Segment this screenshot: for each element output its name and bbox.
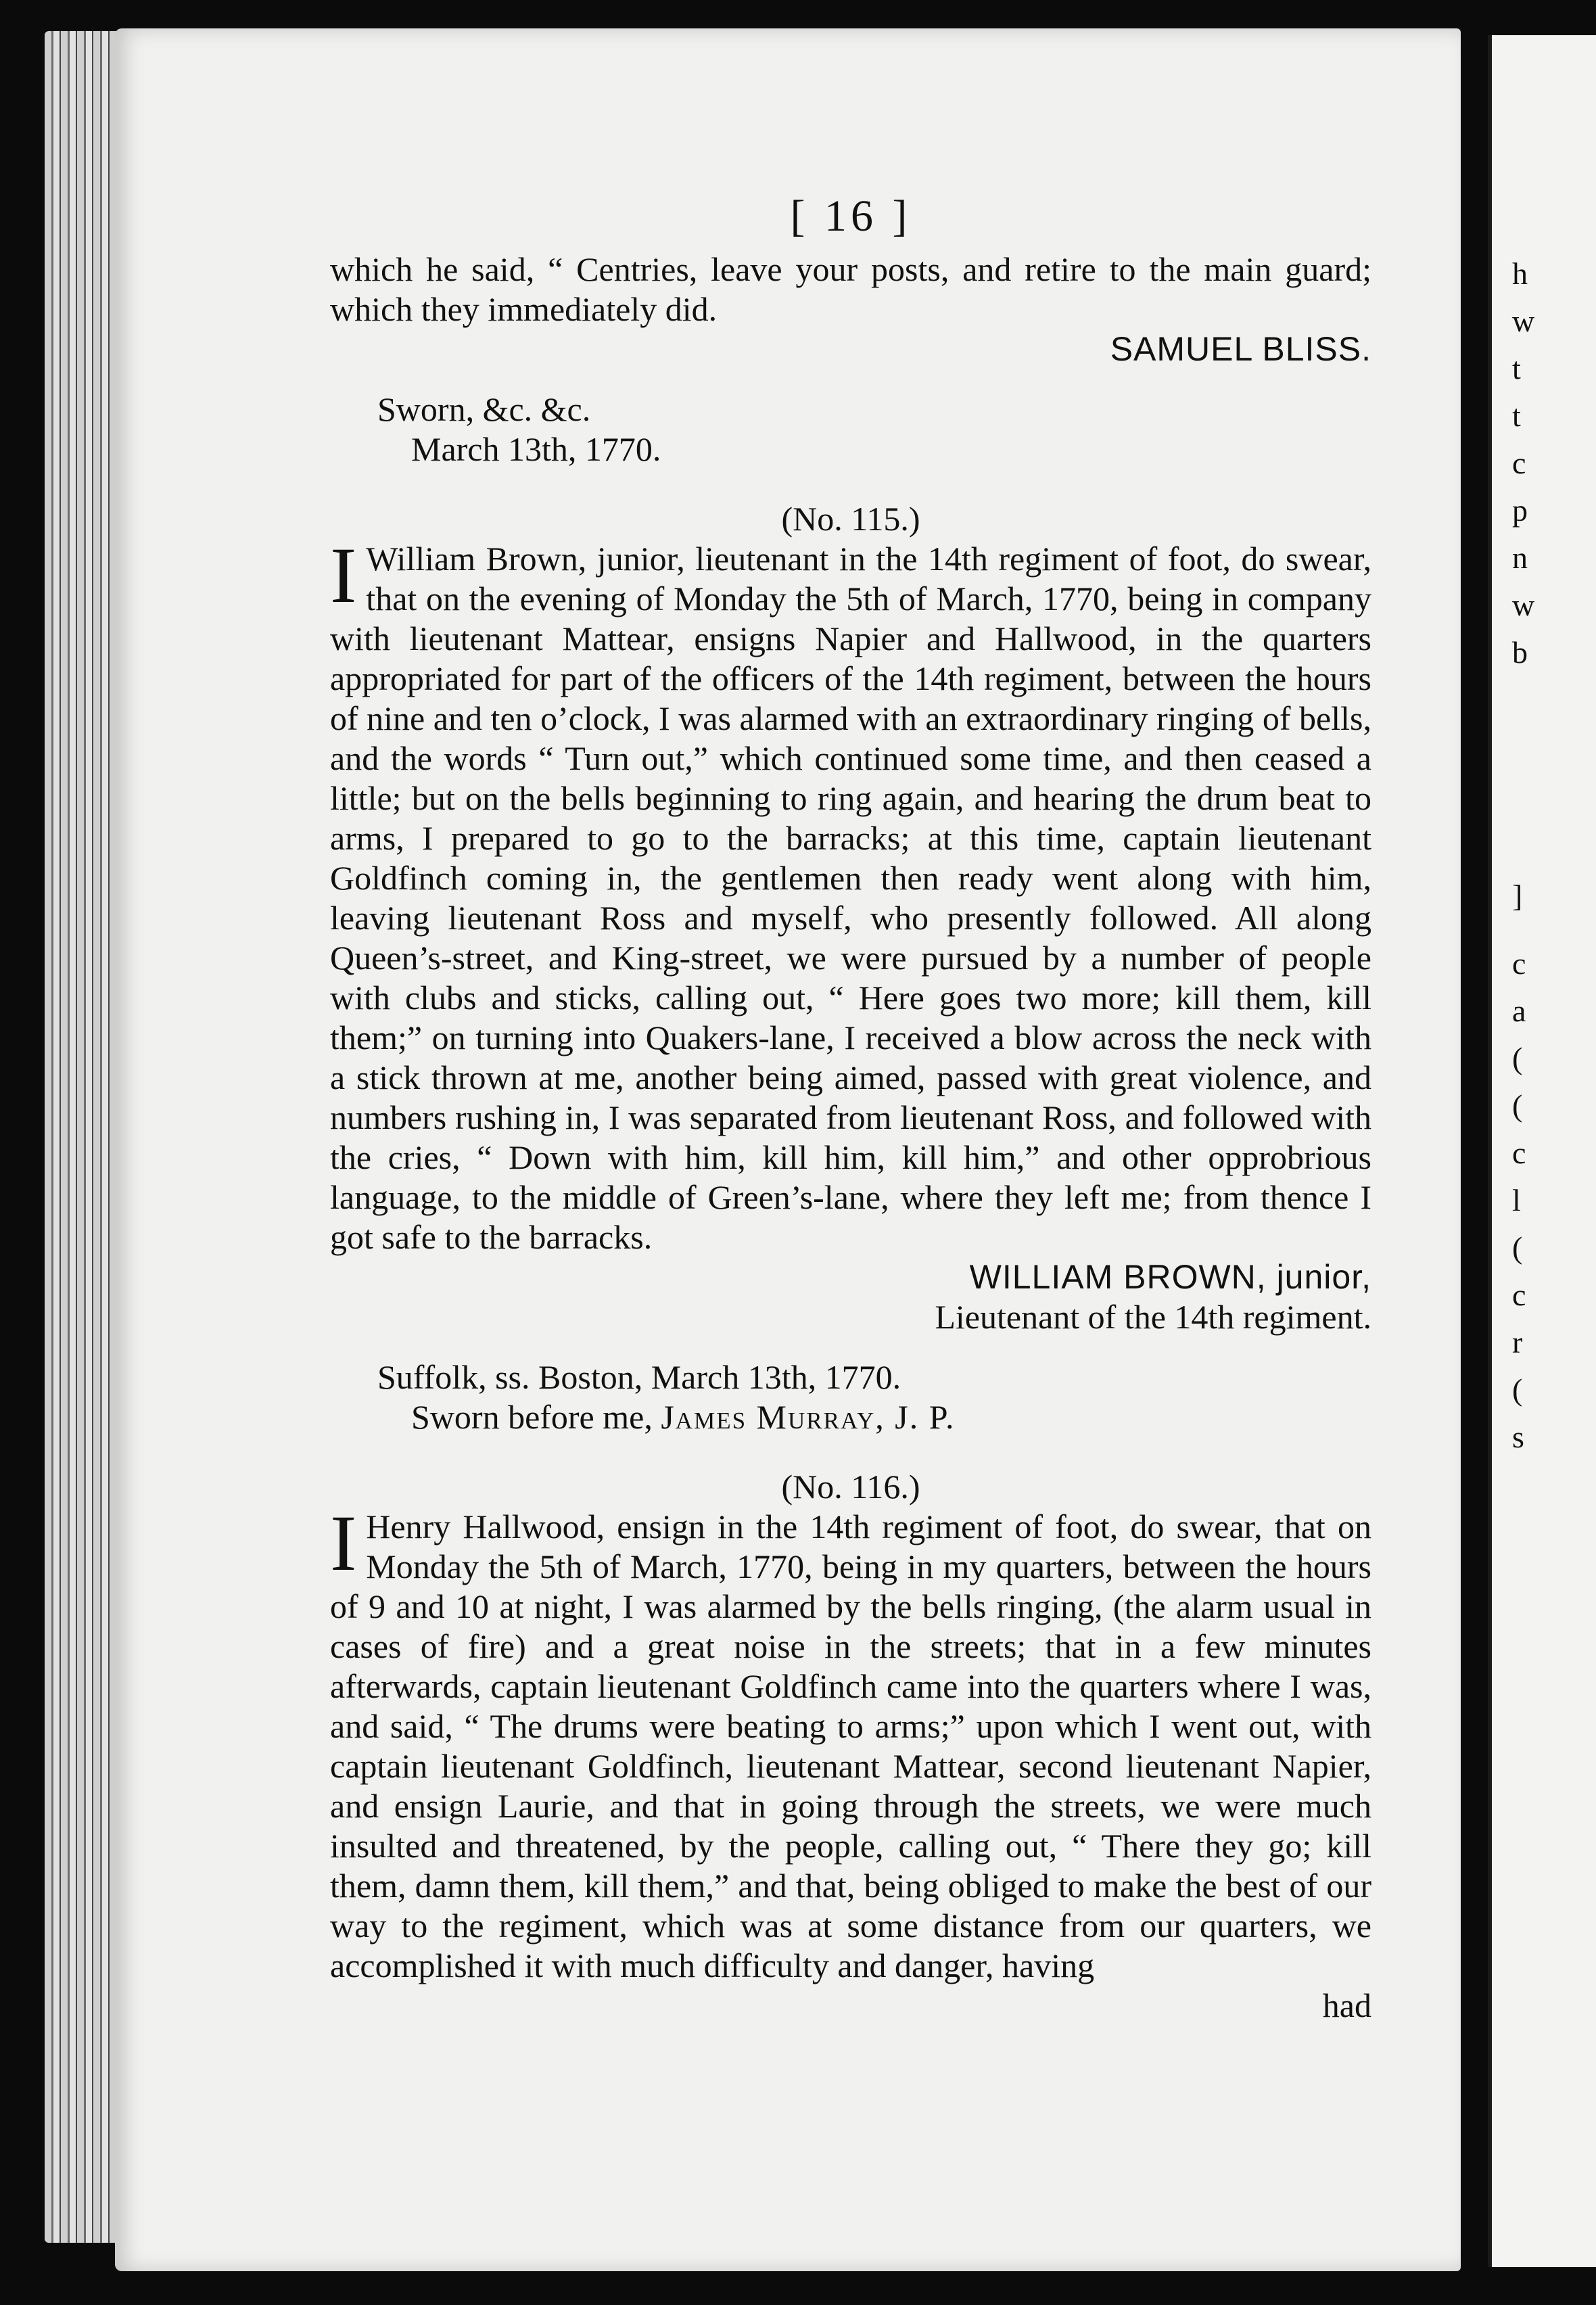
deposition-number-116: (No. 116.) bbox=[781, 1468, 920, 1506]
next-page-letter: ( bbox=[1512, 1230, 1523, 1265]
signature-title: Lieutenant of the 14th regiment. bbox=[935, 1298, 1371, 1336]
page-edges bbox=[45, 31, 126, 2243]
justice-name: James Murray, J. P. bbox=[661, 1398, 956, 1436]
next-page-letter: w bbox=[1512, 304, 1535, 338]
next-page-letter: r bbox=[1512, 1325, 1523, 1359]
next-page-letter: ] bbox=[1512, 879, 1523, 913]
next-page-letter: ( bbox=[1512, 1372, 1523, 1407]
next-page-letter: ( bbox=[1512, 1041, 1523, 1075]
next-page-letter: c bbox=[1512, 946, 1526, 981]
sworn-date: March 13th, 1770. bbox=[411, 430, 661, 468]
drop-cap: I bbox=[330, 531, 357, 620]
next-page-letter: t bbox=[1512, 398, 1521, 433]
next-page-letter: ( bbox=[1512, 1088, 1523, 1123]
sworn-before-prefix: Sworn before me, bbox=[411, 1398, 653, 1436]
next-page-letter: c bbox=[1512, 1136, 1526, 1170]
catchword: had bbox=[1322, 1986, 1371, 2024]
sworn-before-line bbox=[330, 1397, 1371, 1437]
next-page-letter: b bbox=[1512, 635, 1528, 670]
opening-paragraph: which he said, “ Centries, leave your posts, and retire to the main guard; which they immediately did. bbox=[330, 250, 1371, 328]
deposition-115-text: William Brown, junior, lieutenant in the 14th regiment of foot, do swear, that on the evening of Monday the 5th of March, 1770, being in company with lieutenant Mattear, ensigns Napier and Hallwood, in the quarters appropriated for part of the officers of the 14th regiment, between the hours of nine and ten o’clock, I was alarmed with an extraordinary ringing of bells, and the words “ Turn out,” which continued some time, and then ceased a little; but on the bells beginning to ring again, and hearing the drum beat to arms, I prepared to go to the barracks; at this time, captain lieutenant Goldfinch coming in, the gentlemen then ready went along with him, leaving lieutenant Ross and myself, who presently followed. All along Queen’s-street, and King-street, we were pursued by a number of people with clubs and sticks, calling out, “ Here goes two more; kill them, kill them;” on turning into Quakers-lane, I received a blow across the neck with a stick thrown at me, another being aimed, passed with great violence, and numbers rushing in, I was separated from lieutenant Ross, and followed with the cries, “ Down with him, kill him, kill him,” and other opprobrious language, to the middle of Green’s-lane, where they left me; from thence I got safe to the barracks. bbox=[330, 540, 1371, 1256]
next-page-letter: p bbox=[1512, 493, 1528, 528]
next-page-letter: c bbox=[1512, 1278, 1526, 1312]
next-page-letter: n bbox=[1512, 540, 1528, 575]
page-number: [ 16 ] bbox=[790, 191, 912, 241]
signature-samuel-bliss: SAMUEL BLISS. bbox=[1110, 330, 1371, 368]
next-page-letter: w bbox=[1512, 588, 1535, 622]
sworn-line: Suffolk, ss. Boston, March 13th, 1770. bbox=[377, 1358, 901, 1396]
next-page-letter: c bbox=[1512, 446, 1526, 480]
page-text bbox=[330, 191, 1371, 2026]
deposition-116-body bbox=[330, 1499, 1371, 1986]
next-page-letter: l bbox=[1512, 1183, 1521, 1217]
next-page-letter: h bbox=[1512, 256, 1528, 291]
next-page-letter: a bbox=[1512, 994, 1526, 1028]
deposition-115-body bbox=[330, 531, 1371, 1257]
sworn-line: Sworn, &c. &c. bbox=[377, 390, 591, 428]
next-page-letter: s bbox=[1512, 1420, 1524, 1454]
drop-cap: I bbox=[330, 1499, 357, 1587]
deposition-number-115: (No. 115.) bbox=[781, 500, 920, 538]
signature-william-brown: WILLIAM BROWN, junior, bbox=[969, 1258, 1371, 1296]
next-page-letter: t bbox=[1512, 351, 1521, 386]
deposition-116-text: Henry Hallwood, ensign in the 14th regiment of foot, do swear, that on Monday the 5th of March, 1770, being in my quarters, between the hours of 9 and 10 at night, I was alarmed by the bells ringing, (the alarm usual in cases of fire) and a great noise in the streets; that in a few minutes afterwards, captain lieutenant Goldfinch came into the quarters where I was, and said, “ The drums were beating to arms;” upon which I went out, with captain lieutenant Goldfinch, lieutenant Mattear, second lieutenant Napier, and ensign Laurie, and that in going through the streets, we were much insulted and threatened, by the people, calling out, “ There they go; kill them, damn them, kill them,” and that, being obliged to make the best of our way to the regiment, which was at some distance from our quarters, we accomplished it with much difficulty and danger, having bbox=[330, 1508, 1371, 1984]
next-page-fragment bbox=[1488, 35, 1596, 2267]
